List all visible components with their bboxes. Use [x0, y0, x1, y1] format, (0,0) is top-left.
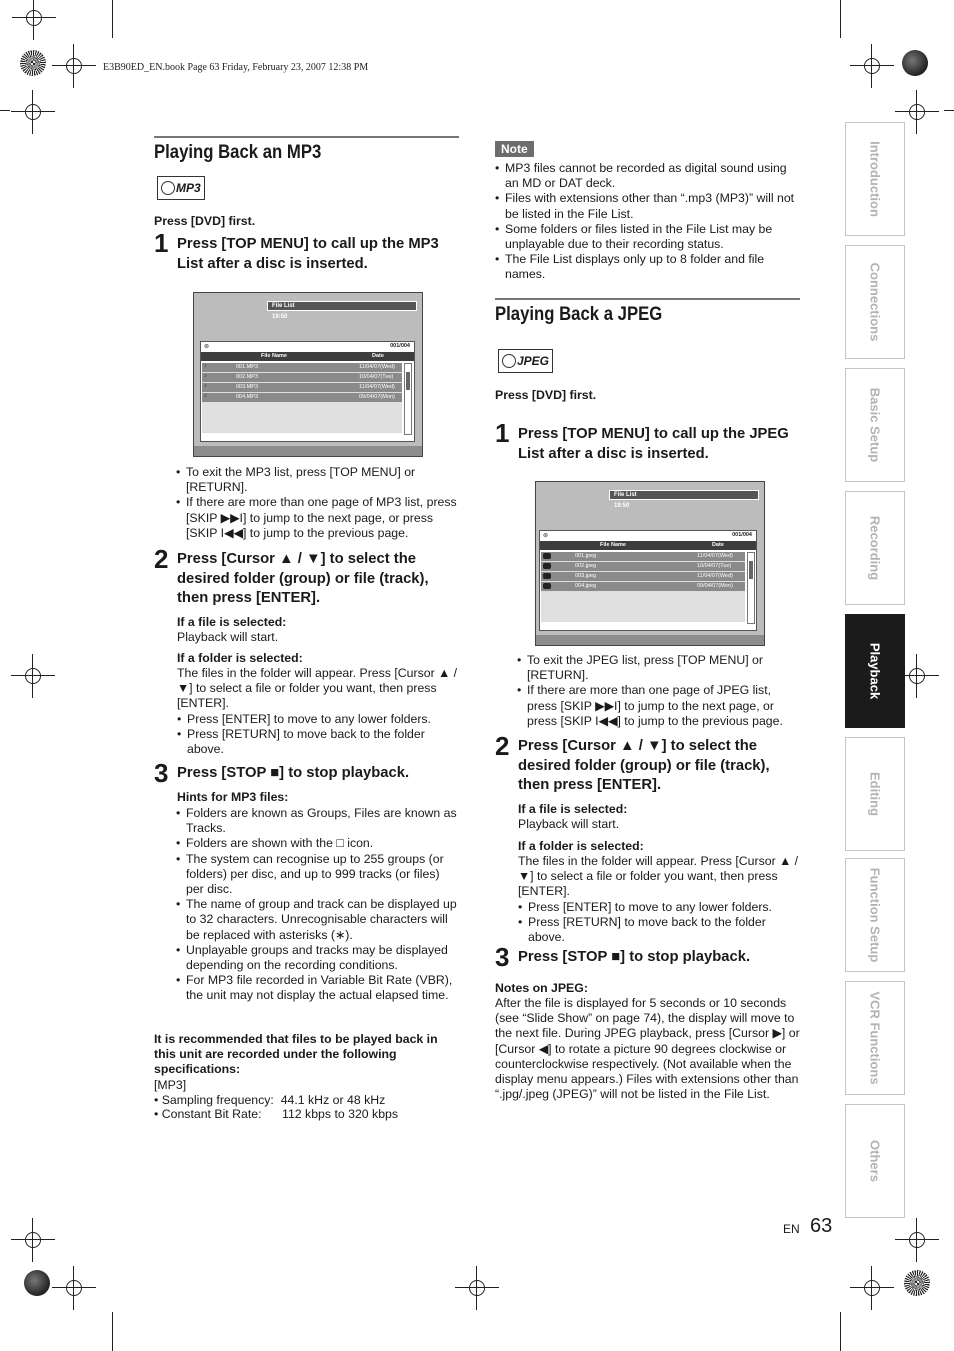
list-item[interactable]: 003.jpeg 11/04/07(Wed): [541, 572, 745, 582]
music-note-icon: ♪: [204, 393, 207, 399]
step-number: 3: [154, 758, 169, 788]
page-counter: 001/004: [390, 343, 410, 349]
page-number: 63: [810, 1215, 833, 1237]
tab-vcr-functions[interactable]: VCR Functions: [845, 981, 905, 1095]
file-list-screen: [535, 481, 765, 646]
section-title-jpeg: Playing Back a JPEG: [495, 304, 663, 325]
hints-heading: Hints for MP3 files:: [177, 790, 289, 804]
tab-recording[interactable]: Recording: [845, 491, 905, 605]
footer-lang: EN: [783, 1222, 800, 1236]
disc-icon: ⊚: [204, 344, 210, 350]
col-date: Date: [712, 542, 724, 548]
color-target: [902, 50, 928, 76]
note-list: [495, 161, 800, 283]
tab-introduction[interactable]: Introduction: [845, 122, 905, 236]
col-file-name: File Name: [600, 542, 626, 548]
screen-time: 19:50: [272, 314, 288, 320]
spec-row: • Sampling frequency: 44.1 kHz or 48 kHz: [154, 1093, 386, 1107]
list-item: • To exit the MP3 list, press [TOP MENU] or [RETURN].: [176, 465, 459, 495]
list-item[interactable]: 004.jpeg 09/04/07(Mon): [541, 582, 745, 592]
registration-mark: [11, 654, 55, 698]
mp3-disc-logo: MP3: [157, 176, 205, 200]
list-item: • If there are more than one page of JPEG list, press [SKIP ▶▶I] to jump to the next page, or press [SKIP I◀◀] to jump to the previous page.: [517, 683, 800, 729]
tab-editing[interactable]: Editing: [845, 737, 905, 851]
tab-function-setup[interactable]: Function Setup: [845, 858, 905, 972]
file-list-panel: [539, 530, 757, 631]
col-file-name: File Name: [261, 353, 287, 359]
jpeg-notes-heading: Notes on JPEG:: [495, 981, 588, 995]
folder-selected-heading: If a folder is selected:: [518, 839, 644, 853]
screen-title: File List: [609, 490, 759, 500]
screen-footer-bar: [194, 446, 422, 456]
recommendation-type: [MP3]: [154, 1078, 187, 1092]
file-selected-heading: If a file is selected:: [177, 615, 287, 629]
list-item: • The name of group and track can be displayed up to 32 characters. Unrecognisable characters will be replaced with asterisks (∗).: [176, 897, 459, 943]
list-item-empty: [202, 403, 402, 413]
step-text: Press [STOP ■] to stop playback.: [518, 949, 751, 965]
list-item: • Files with extensions other than “.mp3 (MP3)” will not be listed in the File List.: [495, 191, 800, 221]
list-item-empty: [541, 592, 745, 602]
file-selected-text: Playback will start.: [518, 817, 620, 831]
step-text: Press [TOP MENU] to call up the MP3 List after a disc is inserted.: [177, 236, 439, 272]
page-counter: 001/004: [732, 532, 752, 538]
list-item: • If there are more than one page of MP3 list, press [SKIP ▶▶I] to jump to the next page, or press [SKIP I◀◀] to jump to the previous page.: [176, 495, 459, 541]
list-item[interactable]: ♪ 003.MP3 11/04/07(Wed): [202, 383, 402, 393]
trim-line: [0, 110, 10, 111]
registration-mark: [850, 44, 894, 88]
tab-connections[interactable]: Connections: [845, 245, 905, 359]
scrollbar-thumb[interactable]: [406, 372, 410, 390]
file-list-panel: [200, 341, 415, 442]
section-rule: [495, 298, 800, 300]
list-item: • Some folders or files listed in the File List may be unplayable due to their recording status.: [495, 222, 800, 252]
registration-mark: [52, 44, 96, 88]
list-header: [201, 352, 414, 361]
camera-icon: [543, 583, 551, 589]
registration-mark: [850, 1266, 894, 1310]
list-item: • The File List displays only up to 8 folder and file names.: [495, 252, 800, 282]
screen-footer-bar: [536, 635, 764, 645]
scrollbar[interactable]: [747, 552, 755, 624]
folder-selected-text: The files in the folder will appear. Press [Cursor ▲ / ▼] to select a file or folder you want, then press [ENTER].: [518, 854, 799, 899]
color-target: [24, 1270, 50, 1296]
tab-basic-setup[interactable]: Basic Setup: [845, 368, 905, 482]
file-list-screen: [193, 292, 423, 457]
tab-others[interactable]: Others: [845, 1104, 905, 1218]
list-item: • Folders are shown with the □ icon.: [176, 836, 459, 851]
step-number: 1: [495, 418, 510, 448]
print-header: E3B90ED_EN.book Page 63 Friday, February 23, 2007 12:38 PM: [103, 62, 369, 73]
disc-icon: ⊚: [543, 533, 549, 539]
list-item-empty: [541, 612, 745, 622]
list-item: • Press [RETURN] to move back to the folder above.: [177, 727, 459, 757]
list-item[interactable]: ♪ 002.MP3 10/04/07(Tue): [202, 373, 402, 383]
camera-icon: [543, 553, 551, 559]
mp3-exit-bullets: [176, 465, 459, 541]
list-item[interactable]: ♪ 004.MP3 09/04/07(Mon): [202, 393, 402, 403]
col-date: Date: [372, 353, 384, 359]
list-item: • For MP3 file recorded in Variable Bit Rate (VBR), the unit may not display the actual elapsed time.: [176, 973, 459, 1003]
step-text: Press [TOP MENU] to call up the JPEG List after a disc is inserted.: [518, 426, 789, 462]
list-item[interactable]: 001.jpeg 11/04/07(Wed): [541, 552, 745, 562]
jpeg-notes-text: After the file is displayed for 5 seconds or 10 seconds (see “Slide Show” on page 74), the display will move to the next file. During JPEG playback, press [Cursor ▶] or [Cursor ◀] to rotate a picture 90 degrees clockwise or counterclockwise respectively. (Not available when the display menu appears.) Files with extensions other than “.jpg/.jpeg (JPEG)” will not be listed in the File List.: [495, 996, 800, 1102]
music-note-icon: ♪: [204, 373, 207, 379]
camera-icon: [543, 573, 551, 579]
color-target: [904, 1270, 930, 1296]
press-dvd-first: Press [DVD] first.: [154, 214, 256, 228]
list-item-empty: [541, 602, 745, 612]
step-text: Press [Cursor ▲ / ▼] to select the desired folder (group) or file (track), then press [ENTER].: [518, 738, 770, 793]
folder-selected-heading: If a folder is selected:: [177, 651, 303, 665]
list-item-empty: [202, 423, 402, 433]
registration-mark: [895, 1218, 939, 1262]
recommendation-heading: It is recommended that files to be played back in this unit are recorded under the following specifications:: [154, 1032, 438, 1077]
list-item: • To exit the JPEG list, press [TOP MENU] or [RETURN].: [517, 653, 800, 683]
list-item: • Press [ENTER] to move to any lower folders.: [177, 712, 459, 727]
file-selected-text: Playback will start.: [177, 630, 279, 644]
step-text: Press [STOP ■] to stop playback.: [177, 765, 410, 781]
jpeg-disc-logo: JPEG: [498, 349, 553, 373]
screen-time: 19:50: [614, 503, 630, 509]
camera-icon: [543, 563, 551, 569]
list-item: • Unplayable groups and tracks may be displayed depending on the recording conditions.: [176, 943, 459, 973]
hints-list: [176, 806, 459, 1004]
music-note-icon: ♪: [204, 383, 207, 389]
color-target: [20, 50, 46, 76]
screen-title: File List: [267, 301, 417, 311]
section-rule: [154, 136, 459, 138]
folder-selected-text: The files in the folder will appear. Press [Cursor ▲ / ▼] to select a file or folder you want, then press [ENTER].: [177, 666, 458, 711]
scrollbar-thumb[interactable]: [749, 561, 753, 579]
step-number: 2: [154, 544, 169, 574]
jpeg-exit-bullets: [517, 653, 800, 729]
step-number: 2: [495, 731, 510, 761]
list-header: [540, 541, 756, 550]
registration-mark: [11, 1218, 55, 1262]
list-item-empty: [202, 413, 402, 423]
trim-line: [944, 110, 954, 111]
registration-mark: [455, 1266, 499, 1310]
list-item: • Folders are known as Groups, Files are known as Tracks.: [176, 806, 459, 836]
trim-line: [840, 0, 841, 38]
section-title-mp3: Playing Back an MP3: [154, 142, 322, 163]
trim-line: [112, 0, 113, 38]
list-item: • MP3 files cannot be recorded as digital sound using an MD or DAT deck.: [495, 161, 800, 191]
step-number: 1: [154, 228, 169, 258]
folder-bullets: [518, 900, 800, 946]
trim-line: [840, 1312, 841, 1351]
step-text: Press [Cursor ▲ / ▼] to select the desired folder (group) or file (track), then press [ENTER].: [177, 551, 429, 606]
file-selected-heading: If a file is selected:: [518, 802, 628, 816]
list-item: • Press [ENTER] to move to any lower folders.: [518, 900, 800, 915]
registration-mark: [52, 1266, 96, 1310]
spec-row: • Constant Bit Rate: 112 kbps to 320 kbps: [154, 1107, 399, 1121]
trim-line: [112, 1312, 113, 1351]
list-item: • The system can recognise up to 255 groups (or folders) per disc, and up to 999 tracks (or files) per disc.: [176, 852, 459, 898]
list-item[interactable]: 002.jpeg 10/04/07(Tue): [541, 562, 745, 572]
list-item[interactable]: ♪ 001.MP3 11/04/07(Wed): [202, 363, 402, 373]
tab-playback[interactable]: Playback: [845, 614, 905, 728]
registration-mark: [12, 0, 56, 40]
scrollbar[interactable]: [404, 363, 412, 435]
step-number: 3: [495, 942, 510, 972]
registration-mark: [11, 90, 55, 134]
folder-bullets: [177, 712, 459, 758]
note-badge: Note: [495, 141, 534, 157]
press-dvd-first: Press [DVD] first.: [495, 388, 597, 402]
music-note-icon: ♪: [204, 363, 207, 369]
list-item: • Press [RETURN] to move back to the folder above.: [518, 915, 800, 945]
